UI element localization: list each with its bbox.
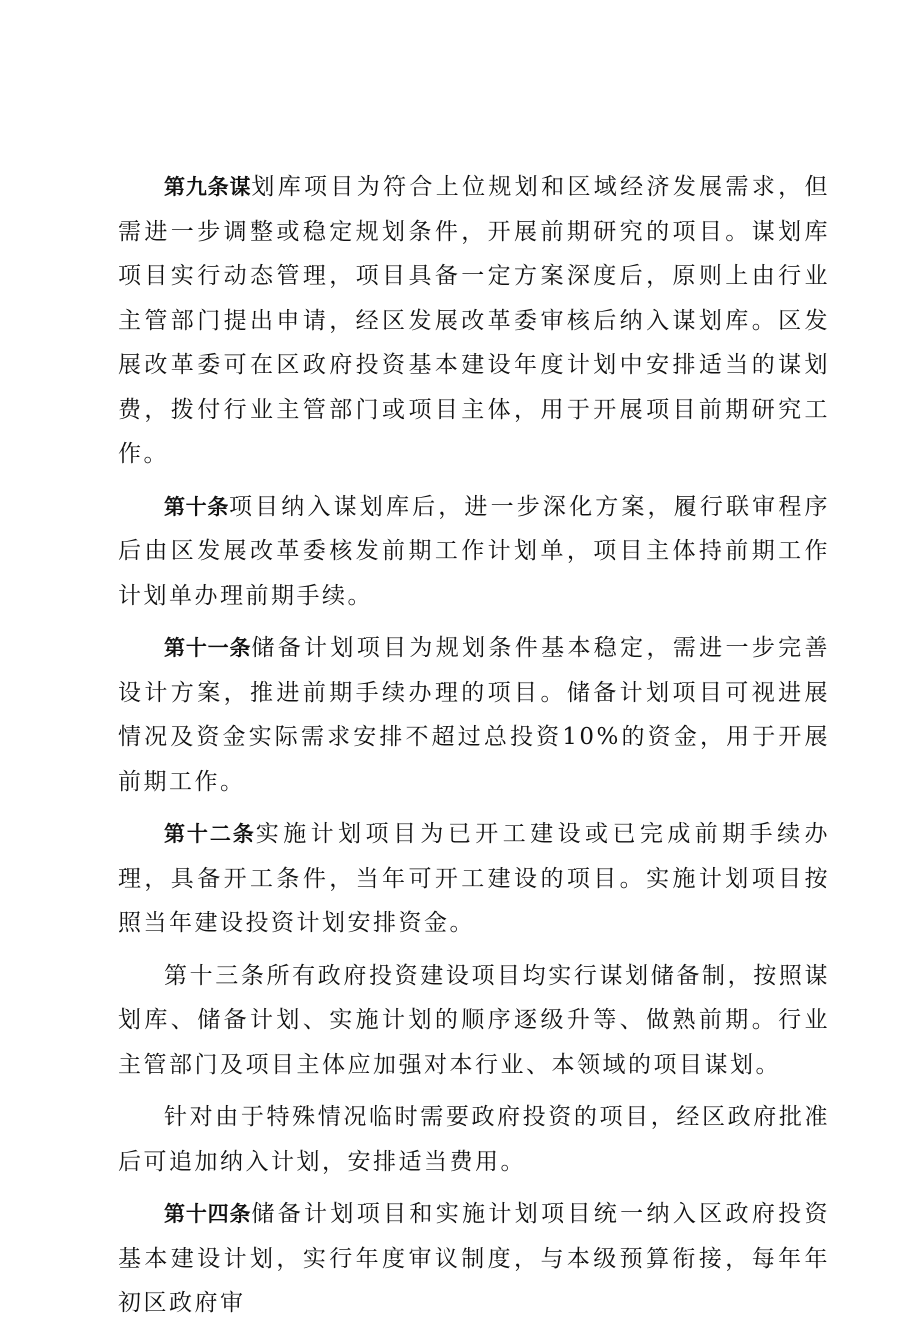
paragraph-text: 针对由于特殊情况临时需要政府投资的项目，经区政府批准后可追加纳入计划，安排适当费用。 [118,1104,830,1175]
paragraph-text: 项目纳入谋划库后，进一步深化方案，履行联审程序后由区发展改革委核发前期工作计划单，项目主体持前期工作计划单办理前期手续。 [118,493,831,609]
paragraph-text: 划库项目为符合上位规划和区域经济发展需求，但需进一步调整或稳定规划条件，开展前期研究的项目。谋划库项目实行动态管理，项目具备一定方案深度后，原则上由行业主管部门提出申请，经区发展改革委审核后纳入谋划库。区发展改革委可在区政府投资基本建设年度计划中安排适当的谋划费，拨付行业主管部门或项目主体，用于开展项目前期研究工作。 [118,174,831,467]
article-heading: 第九条谋 [164,175,252,199]
paragraph-text: 第十三条所有政府投资建设项目均实行谋划储备制，按照谋划库、储备计划、实施计划的顺序逐级升等、做熟前期。行业主管部门及项目主体应加强对本行业、本领域的项目谋划。 [118,962,830,1078]
paragraph-text: 储备计划项目为规划条件基本稳定，需进一步完善设计方案，推进前期手续办理的项目。储备计划项目可视进展情况及资金实际需求安排不超过总投资10%的资金，用于开展前期工作。 [118,635,831,795]
article-heading: 第十二条 [164,822,256,846]
paragraph-article-13 [118,954,830,1088]
article-heading: 第十四条 [164,1202,252,1226]
paragraph-article-11 [118,626,830,804]
paragraph-article-12 [118,812,830,946]
paragraph-article-9 [118,165,830,477]
paragraph-article-13-addendum [118,1095,830,1184]
document-body [118,165,830,1334]
article-heading: 第十条 [164,494,229,519]
paragraph-article-14 [118,1192,830,1326]
paragraph-article-10 [118,485,830,619]
paragraph-text: 储备计划项目和实施计划项目统一纳入区政府投资基本建设计划，实行年度审议制度，与本级预算衔接，每年年初区政府审 [118,1201,831,1316]
paragraph-text: 实施计划项目为已开工建设或已完成前期手续办理，具备开工条件，当年可开工建设的项目。实施计划项目按照当年建设投资计划安排资金。 [118,821,830,936]
article-heading: 第十一条 [164,636,252,660]
